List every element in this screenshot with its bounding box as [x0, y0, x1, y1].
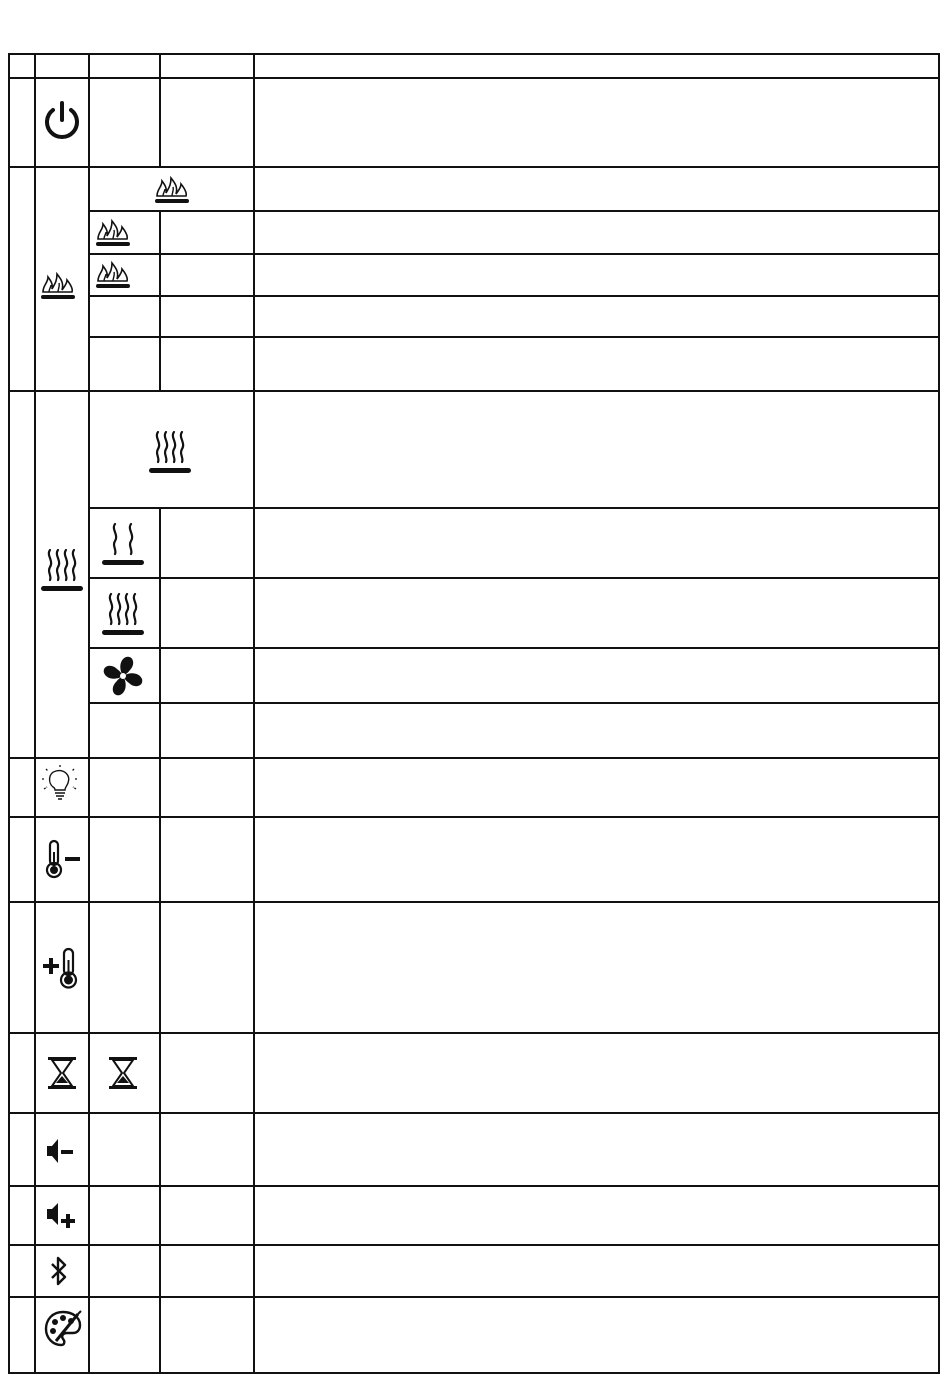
row-divider: [8, 390, 940, 392]
thermometer-plus-icon: [40, 946, 84, 990]
row-divider: [8, 757, 940, 759]
row-divider: [88, 253, 940, 255]
row-divider: [8, 901, 940, 903]
power-icon: [41, 100, 83, 144]
row-divider: [8, 1185, 940, 1187]
row-divider: [8, 166, 940, 168]
row-divider: [88, 702, 940, 704]
row-divider: [8, 1244, 940, 1246]
heater-high-icon: [101, 588, 145, 640]
bluetooth-icon: [47, 1254, 71, 1288]
flame-icon: [95, 217, 131, 249]
column-divider: [159, 53, 161, 168]
row-divider: [8, 1296, 940, 1298]
volume-up-icon: [44, 1200, 80, 1232]
column-divider: [159, 507, 161, 1374]
flame-icon: [40, 270, 76, 302]
row-divider: [88, 647, 940, 649]
row-divider: [88, 336, 940, 338]
flame-icon: [154, 174, 190, 206]
table-border-top: [8, 53, 940, 55]
row-divider: [88, 295, 940, 297]
column-divider: [88, 53, 90, 1374]
row-divider: [88, 507, 940, 509]
column-divider: [159, 210, 161, 392]
table-border-left: [8, 53, 10, 1374]
fan-icon: [102, 655, 144, 697]
column-divider: [34, 53, 36, 1374]
row-divider: [88, 210, 940, 212]
thermometer-minus-icon: [42, 838, 84, 880]
volume-down-icon: [44, 1135, 78, 1167]
table-border-right: [938, 53, 940, 1374]
palette-icon: [42, 1308, 84, 1350]
heater-icon: [148, 426, 192, 478]
table-border-bottom: [8, 1372, 940, 1374]
row-divider: [8, 816, 940, 818]
row-divider: [8, 1032, 940, 1034]
row-divider: [88, 577, 940, 579]
column-divider: [253, 53, 255, 1374]
header-row-bottom: [8, 77, 940, 79]
hourglass-icon: [45, 1055, 79, 1091]
heater-low-icon: [101, 518, 145, 570]
heater-icon: [40, 544, 84, 596]
row-divider: [8, 1112, 940, 1114]
light-bulb-icon: [40, 763, 80, 805]
hourglass-icon: [106, 1055, 140, 1091]
flame-icon: [95, 259, 131, 291]
